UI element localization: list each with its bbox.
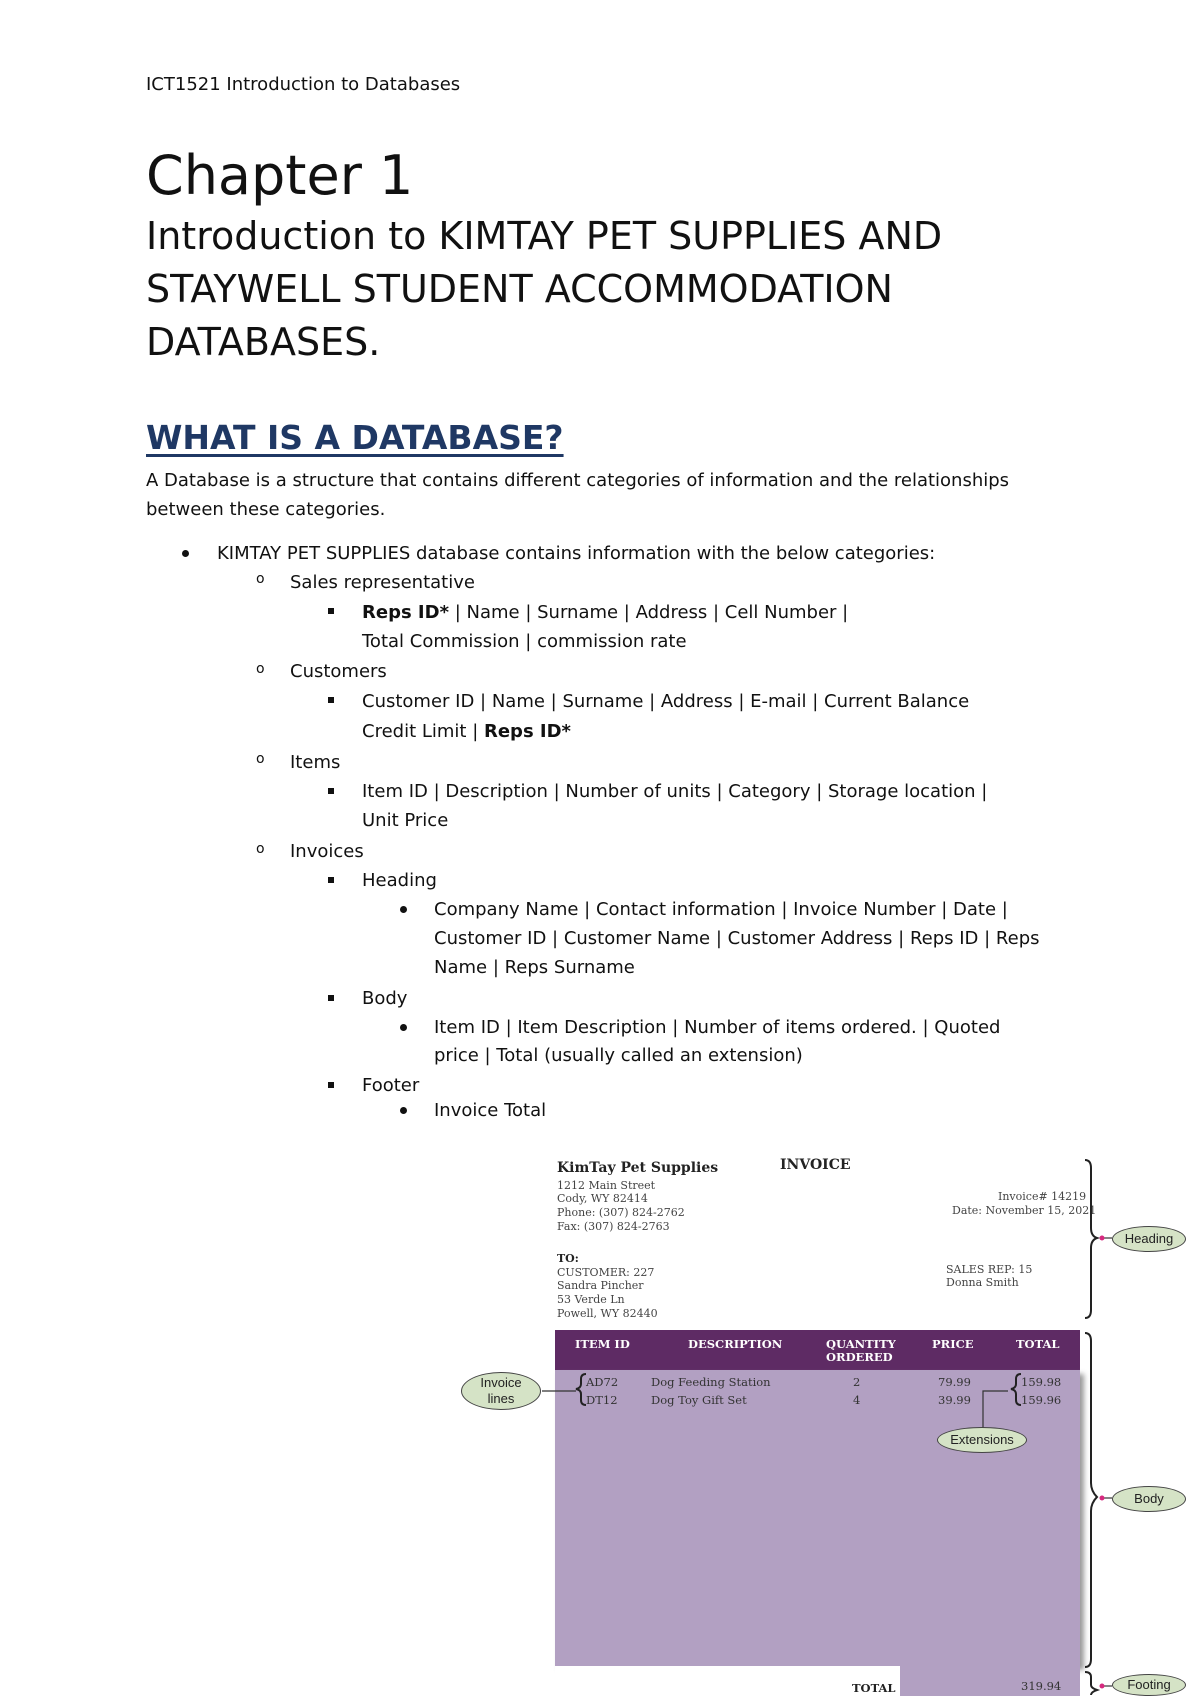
invoice-footer-blank	[555, 1666, 900, 1696]
invoice-heading-fields-3: Name | Reps Surname	[434, 957, 635, 978]
row-2-total: 159.96	[1021, 1393, 1062, 1407]
list-intro: KIMTAY PET SUPPLIES database contains information with the below categories:	[217, 543, 936, 564]
row-1-price: 79.99	[938, 1375, 971, 1389]
circle-bullet: o	[256, 841, 265, 857]
invoice-heading-label: Heading	[362, 870, 437, 891]
primary-key: Reps ID*	[362, 602, 449, 623]
invoice-body	[555, 1370, 1080, 1666]
callout-body: Body	[1112, 1486, 1186, 1512]
callout-footing: Footing	[1112, 1674, 1186, 1696]
square-bullet	[328, 697, 334, 703]
chapter-title: Chapter 1	[146, 144, 414, 207]
callout-invoice-lines	[461, 1372, 541, 1410]
callout-text: lines	[487, 1391, 515, 1406]
col-qty-2: ORDERED	[826, 1350, 893, 1364]
foreign-key: Reps ID*	[483, 721, 571, 742]
category-invoices: Invoices	[290, 841, 364, 862]
item-fields: Item ID | Description | Number of units | Category | Storage location |	[362, 781, 988, 802]
definition-paragraph: A Database is a structure that contains different categories of information and the relationships between these categories.	[146, 470, 1010, 520]
field-list: | Name | Surname | Address | Cell Number |	[449, 602, 849, 623]
item-fields-cont: Unit Price	[362, 810, 449, 831]
invoice-body-fields: Item ID | Item Description | Number of items ordered. | Quoted	[434, 1017, 1001, 1038]
field-list: Credit Limit |	[362, 721, 484, 742]
invoice-customer-id: CUSTOMER: 227	[557, 1266, 655, 1279]
invoice-customer-addr1: 53 Verde Ln	[557, 1293, 625, 1306]
bullet	[182, 550, 189, 557]
chapter-subtitle: Introduction to KIMTAY PET SUPPLIES AND STAYWELL STUDENT ACCOMMODATION DATABASES.	[146, 214, 943, 364]
customer-fields: Customer ID | Name | Surname | Address | E-mail | Current Balance	[362, 691, 970, 712]
row-1-qty: 2	[853, 1375, 861, 1389]
invoice-number: Invoice# 14219	[998, 1190, 1087, 1203]
category-items: Items	[290, 752, 341, 773]
invoice-column-bar	[555, 1330, 1080, 1370]
invoice-title: INVOICE	[780, 1157, 851, 1173]
row-1-total: 159.98	[1021, 1375, 1062, 1389]
row-1-desc: Dog Feeding Station	[651, 1375, 771, 1389]
col-price: PRICE	[932, 1337, 974, 1351]
circle-bullet: o	[256, 661, 265, 677]
callout-text: Invoice	[480, 1375, 522, 1390]
circle-bullet: o	[256, 571, 265, 587]
invoice-phone: Phone: (307) 824-2762	[557, 1206, 685, 1219]
square-bullet	[328, 995, 334, 1001]
body-brace	[1085, 1333, 1097, 1667]
square-bullet	[328, 1082, 334, 1088]
invoice-total-value: 319.94	[1021, 1679, 1062, 1693]
col-total: TOTAL	[1016, 1337, 1060, 1351]
invoice-company: KimTay Pet Supplies	[557, 1160, 719, 1176]
callout-heading: Heading	[1112, 1226, 1186, 1252]
invoice-heading-fields: Company Name | Contact information | Invoice Number | Date |	[434, 899, 1008, 920]
heading-marker	[1100, 1236, 1105, 1241]
callout-extensions: Extensions	[937, 1427, 1027, 1453]
square-bullet	[328, 788, 334, 794]
invoice-footer-label: Footer	[362, 1075, 420, 1096]
square-bullet	[328, 877, 334, 883]
invoice-body-label: Body	[362, 988, 408, 1009]
row-2-price: 39.99	[938, 1393, 971, 1407]
row-1-id: AD72	[586, 1375, 619, 1389]
invoice-customer-addr2: Powell, WY 82440	[557, 1307, 658, 1320]
footing-marker	[1100, 1684, 1105, 1689]
heading-brace	[1085, 1160, 1097, 1318]
invoice-sales-rep: SALES REP: 15	[946, 1263, 1033, 1276]
bullet	[400, 1107, 407, 1114]
col-item-id: ITEM ID	[575, 1337, 630, 1351]
col-description: DESCRIPTION	[688, 1337, 783, 1351]
row-2-desc: Dog Toy Gift Set	[651, 1393, 747, 1407]
invoice-total-label: TOTAL	[852, 1681, 896, 1695]
invoice-date: Date: November 15, 2021	[952, 1204, 1097, 1217]
invoice-addr1: 1212 Main Street	[557, 1179, 656, 1192]
circle-bullet: o	[256, 751, 265, 767]
category-customers: Customers	[290, 661, 387, 682]
invoice-footer-fields: Invoice Total	[434, 1100, 547, 1121]
invoice-addr2: Cody, WY 82414	[557, 1192, 648, 1205]
body-marker	[1100, 1496, 1105, 1501]
footing-brace	[1085, 1672, 1097, 1695]
invoice-body-fields-2: price | Total (usually called an extension)	[434, 1045, 803, 1066]
sales-rep-fields	[362, 598, 848, 627]
square-bullet	[328, 608, 334, 614]
col-qty-1: QUANTITY	[826, 1337, 896, 1351]
customer-fields-cont	[362, 717, 571, 746]
row-2-qty: 4	[853, 1393, 861, 1407]
bullet	[400, 906, 407, 913]
bullet	[400, 1024, 407, 1031]
section-heading: WHAT IS A DATABASE?	[146, 418, 564, 457]
invoice-to: TO:	[557, 1252, 579, 1265]
invoice-rep-name: Donna Smith	[946, 1276, 1019, 1289]
invoice-heading-fields-2: Customer ID | Customer Name | Customer Address | Reps ID | Reps	[434, 928, 1040, 949]
category-sales-rep: Sales representative	[290, 572, 475, 593]
invoice-fax: Fax: (307) 824-2763	[557, 1220, 670, 1233]
invoice-customer-name: Sandra Pincher	[557, 1279, 644, 1292]
course-header: ICT1521 Introduction to Databases	[146, 74, 461, 95]
row-2-id: DT12	[586, 1393, 618, 1407]
sales-rep-fields-cont: Total Commission | commission rate	[362, 631, 687, 652]
